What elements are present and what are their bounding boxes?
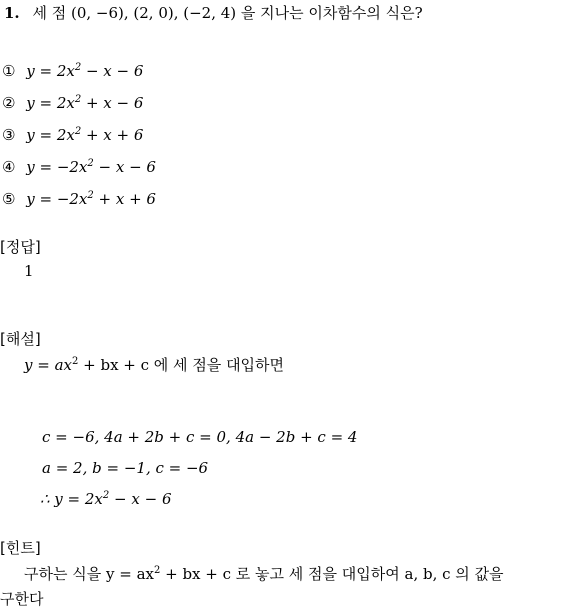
option-3[interactable]	[2, 126, 143, 144]
solution-label: [해설]	[0, 330, 41, 348]
option-expression: $y = 2x^2 + x + 6$	[26, 126, 144, 144]
option-4[interactable]	[2, 158, 156, 176]
solution-step-2: a = 2, b = −1, c = −6	[42, 459, 209, 477]
option-expression: $y = 2x^2 + x - 6$	[26, 94, 144, 112]
option-mark: ⑤	[2, 190, 16, 208]
option-mark: ①	[2, 62, 16, 80]
answer-label: [정답]	[0, 238, 41, 256]
option-expression: $y = 2x^2 - x - 6$	[26, 62, 144, 80]
option-5[interactable]	[2, 190, 156, 208]
answer-value: 1	[24, 262, 34, 280]
hint-text-continued: 구한다	[0, 590, 44, 608]
option-1[interactable]	[2, 62, 143, 80]
solution-step-1: c = −6, 4a + 2b + c = 0, 4a − 2b + c = 4	[42, 428, 358, 446]
option-mark: ③	[2, 126, 16, 144]
option-mark: ④	[2, 158, 16, 176]
solution-step-3: ∴ $y = 2x^2 - x - 6$	[40, 490, 172, 508]
option-expression: $y = -2x^2 - x - 6$	[26, 158, 156, 176]
solution-line: $y = ax^2$ + bx + c 에 세 점을 대입하면	[24, 356, 285, 374]
question-number: 1.	[4, 4, 20, 22]
hint-text: 구하는 식을 $y = ax^2$ + bx + c 로 놓고 세 점을 대입하여 a, b, c 의 값을	[24, 565, 504, 583]
option-expression: $y = -2x^2 + x + 6$	[26, 190, 156, 208]
option-mark: ②	[2, 94, 16, 112]
question-text: 세 점 (0, −6), (2, 0), (−2, 4) 을 지나는 이차함수의 식은?	[32, 4, 423, 22]
option-2[interactable]	[2, 94, 143, 112]
question	[4, 2, 423, 23]
hint-label: [힌트]	[0, 539, 41, 557]
